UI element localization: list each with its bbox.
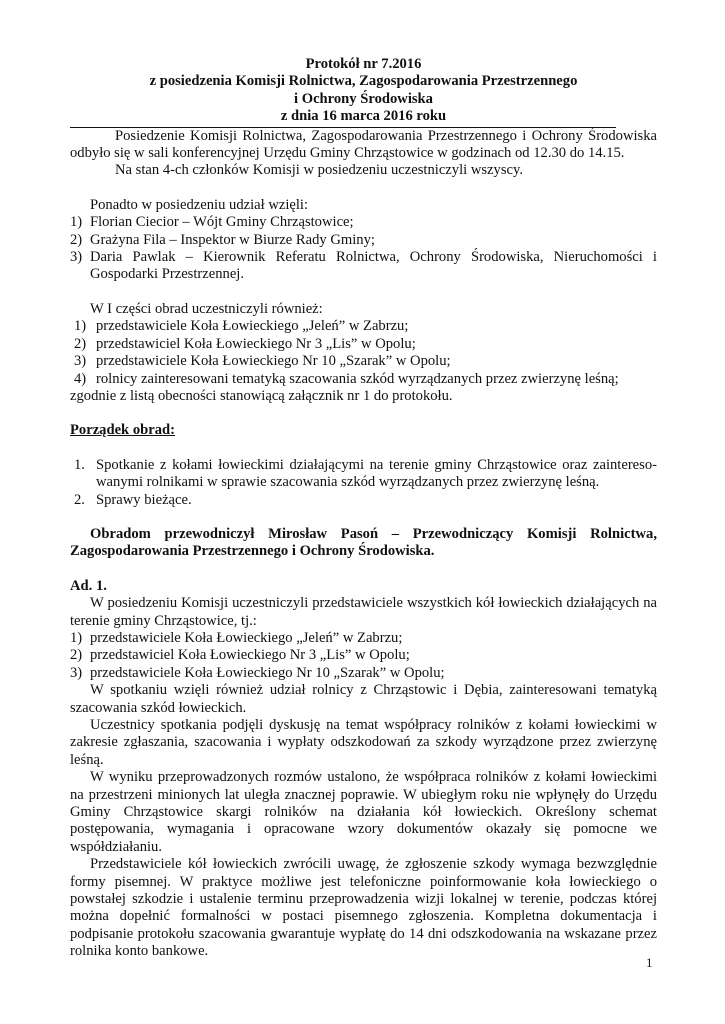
list-item: 4) rolnicy zainteresowani tematyką szacowania szkód wyrządzanych przez zwierzynę leśną; bbox=[74, 370, 619, 387]
chair-statement: Obradom przewodniczył Mirosław Pasoń – Przewodniczący Komisji Rolnictwa, Zagospodarowania Przestrzennego i Ochrony Środowiska. bbox=[70, 525, 657, 560]
list-item: 3) Daria Pawlak – Kierownik Referatu Rolnictwa, Ochrony Środowiska, Nieruchomości i Gospodarki Przestrzennej. bbox=[70, 249, 657, 283]
doc-title: Protokół nr 7.2016 bbox=[305, 56, 422, 72]
agenda-item: 1. Spotkanie z kołami łowieckimi działającymi na terenie gminy Chrząstowice oraz zaintereso-wanymi rolnikami w sprawie szacowania szkód wyrządzanych przez zwierzynę leśną. bbox=[74, 456, 657, 491]
doc-date: z dnia 16 marca 2016 roku bbox=[280, 108, 447, 125]
ad1-paragraph: W wyniku przeprowadzonych rozmów ustalono, że współpraca rolników z kołami łowieckimi na przestrzeni minionych lat uległa znacznej poprawie. W ubiegłym roku nie wpłynęły do Urzędu Gminy Chrząstowice skargi rolników na działania kół łowieckich. Określony schemat postępowania, wymagania i opracowane wzory dokumentów okazały się pomocne we współdziałaniu. bbox=[70, 769, 657, 855]
list-item: 1) Florian Ciecior – Wójt Gminy Chrząstowice; bbox=[70, 214, 354, 231]
document-page bbox=[70, 56, 657, 961]
list-item: 3) przedstawiciele Koła Łowieckiego Nr 10 „Szarak” w Opolu; bbox=[74, 353, 451, 370]
part1-closing: zgodnie z listą obecności stanowiącą załącznik nr 1 do protokołu. bbox=[70, 387, 453, 404]
ad1-heading: Ad. 1. bbox=[70, 577, 107, 594]
list-item: 2) przedstawiciel Koła Łowieckiego Nr 3 „Lis” w Opolu; bbox=[70, 647, 410, 664]
part1-intro: W I części obrad uczestniczyli również: bbox=[90, 300, 323, 317]
ad1-paragraph: W posiedzeniu Komisji uczestniczyli przedstawiciele wszystkich kół łowieckich działających na terenie gminy Chrząstowice, tj.: bbox=[70, 595, 657, 629]
page-number: 1 bbox=[646, 955, 653, 970]
list-item: 3) przedstawiciele Koła Łowieckiego Nr 10 „Szarak” w Opolu; bbox=[70, 664, 445, 681]
list-item: 2) przedstawiciel Koła Łowieckiego Nr 3 „Lis” w Opolu; bbox=[74, 335, 416, 352]
list-item: 2) Grażyna Fila – Inspektor w Biurze Rady Gminy; bbox=[70, 231, 375, 248]
ad1-paragraph: Uczestnicy spotkania podjęli dyskusję na temat współpracy rolników z kołami łowieckimi w zakresie zgłaszania, szacowania i wypłaty odszkodowań za szkody wyrządzone przez zwierzynę leśną. bbox=[70, 717, 657, 768]
doc-subtitle: z posiedzenia Komisji Rolnictwa, Zagospodarowania Przestrzennego bbox=[149, 73, 578, 90]
list-item: 1) przedstawiciele Koła Łowieckiego „Jeleń” w Zabrzu; bbox=[70, 629, 403, 646]
list-item: 1) przedstawiciele Koła Łowieckiego „Jeleń” w Zabrzu; bbox=[74, 318, 409, 335]
participants-intro: Ponadto w posiedzeniu udział wzięli: bbox=[90, 196, 309, 213]
attendance-paragraph: Na stan 4-ch członków Komisji w posiedzeniu uczestniczyli wszyscy. bbox=[115, 162, 523, 179]
agenda-item: 2. Sprawy bieżące. bbox=[74, 491, 192, 508]
ad1-paragraph: W spotkaniu wzięli również udział rolnicy z Chrząstowic i Dębia, zainteresowani tematyką szacowania szkód łowieckich. bbox=[70, 682, 657, 716]
ad1-paragraph: Przedstawiciele kół łowieckich zwrócili uwagę, że zgłoszenie szkody wymaga bezwzględnie formy pisemnej. W praktyce możliwe jest telefoniczne poinformowanie koła łowieckiego o powstałej szkodzie i ustalenie terminu przeprowadzenia wizji lokalnej w terenie, podczas której można dopełnić formalności w postaci pisemnego zgłoszenia. Kompletna dokumentacja i podpisanie protokołu szacowania gwarantuje wypłatę do 14 dni odszkodowania na wskazane przez rolnika konto bankowe. bbox=[70, 856, 657, 960]
doc-subtitle-2: i Ochrony Środowiska bbox=[294, 90, 433, 107]
agenda-heading: Porządek obrad: bbox=[70, 422, 175, 439]
intro-paragraph: Posiedzenie Komisji Rolnictwa, Zagospodarowania Przestrzennego i Ochrony Środowiska odbyło się w sali konferencyjnej Urzędu Gminy Chrząstowice w godzinach od 12.30 do 14.15. bbox=[70, 127, 657, 162]
